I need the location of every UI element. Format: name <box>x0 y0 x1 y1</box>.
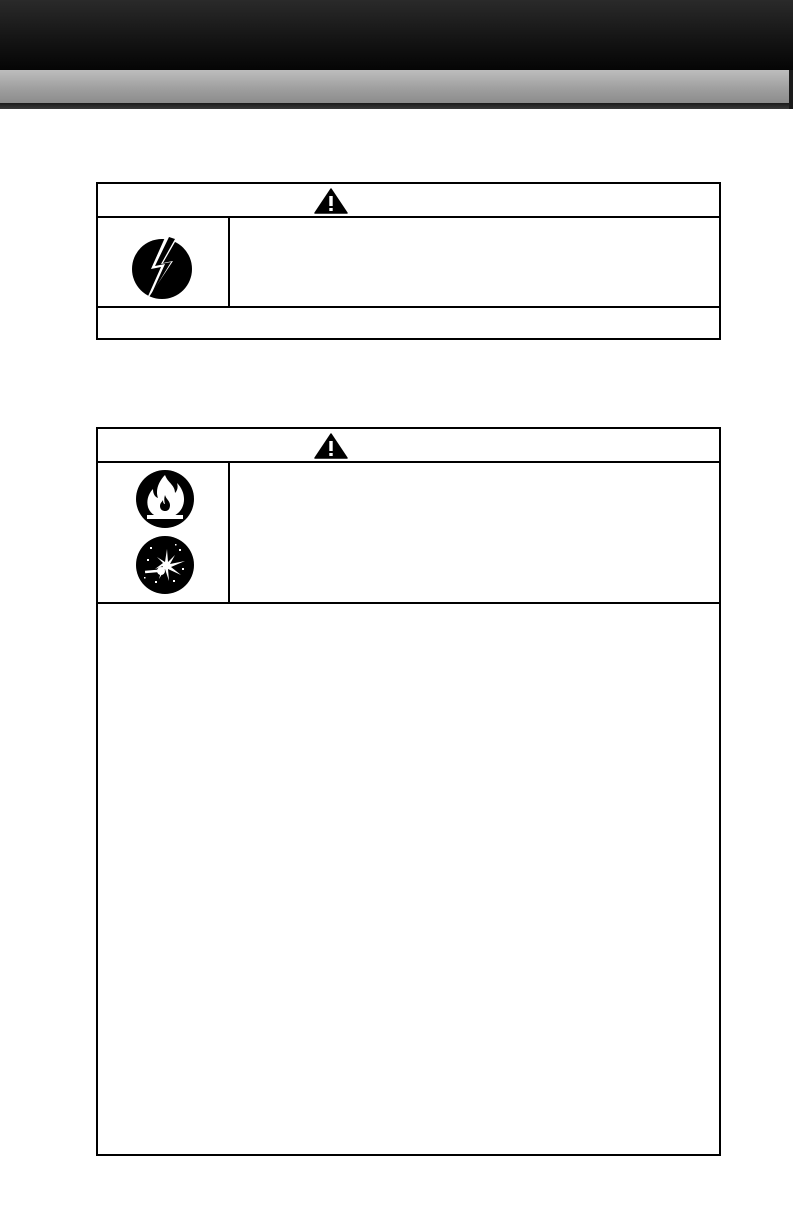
warning-triangle-icon <box>314 433 348 459</box>
warning-content-row <box>98 463 719 604</box>
warning-content-row <box>98 218 719 308</box>
warning-header <box>98 429 719 463</box>
fire-hazard-icon <box>135 469 195 529</box>
warning-footer-text <box>98 308 719 320</box>
warning-body-text <box>230 463 719 602</box>
explosion-hazard-icon <box>135 535 195 595</box>
electric-shock-warning-box <box>96 182 721 340</box>
warning-triangle-icon <box>314 188 348 214</box>
fire-explosion-warning-box <box>96 427 721 1156</box>
warning-footer-text <box>98 604 719 616</box>
header-top-band <box>0 0 793 70</box>
hazard-icon-cell <box>98 218 230 306</box>
hazard-icon-cell <box>98 463 230 602</box>
header-band-shadow-edge <box>789 70 793 109</box>
header-band-shadow <box>0 103 792 109</box>
warning-body-text <box>230 218 719 306</box>
header-section-band <box>0 70 790 103</box>
warning-header <box>98 184 719 218</box>
electric-shock-icon <box>127 231 197 305</box>
